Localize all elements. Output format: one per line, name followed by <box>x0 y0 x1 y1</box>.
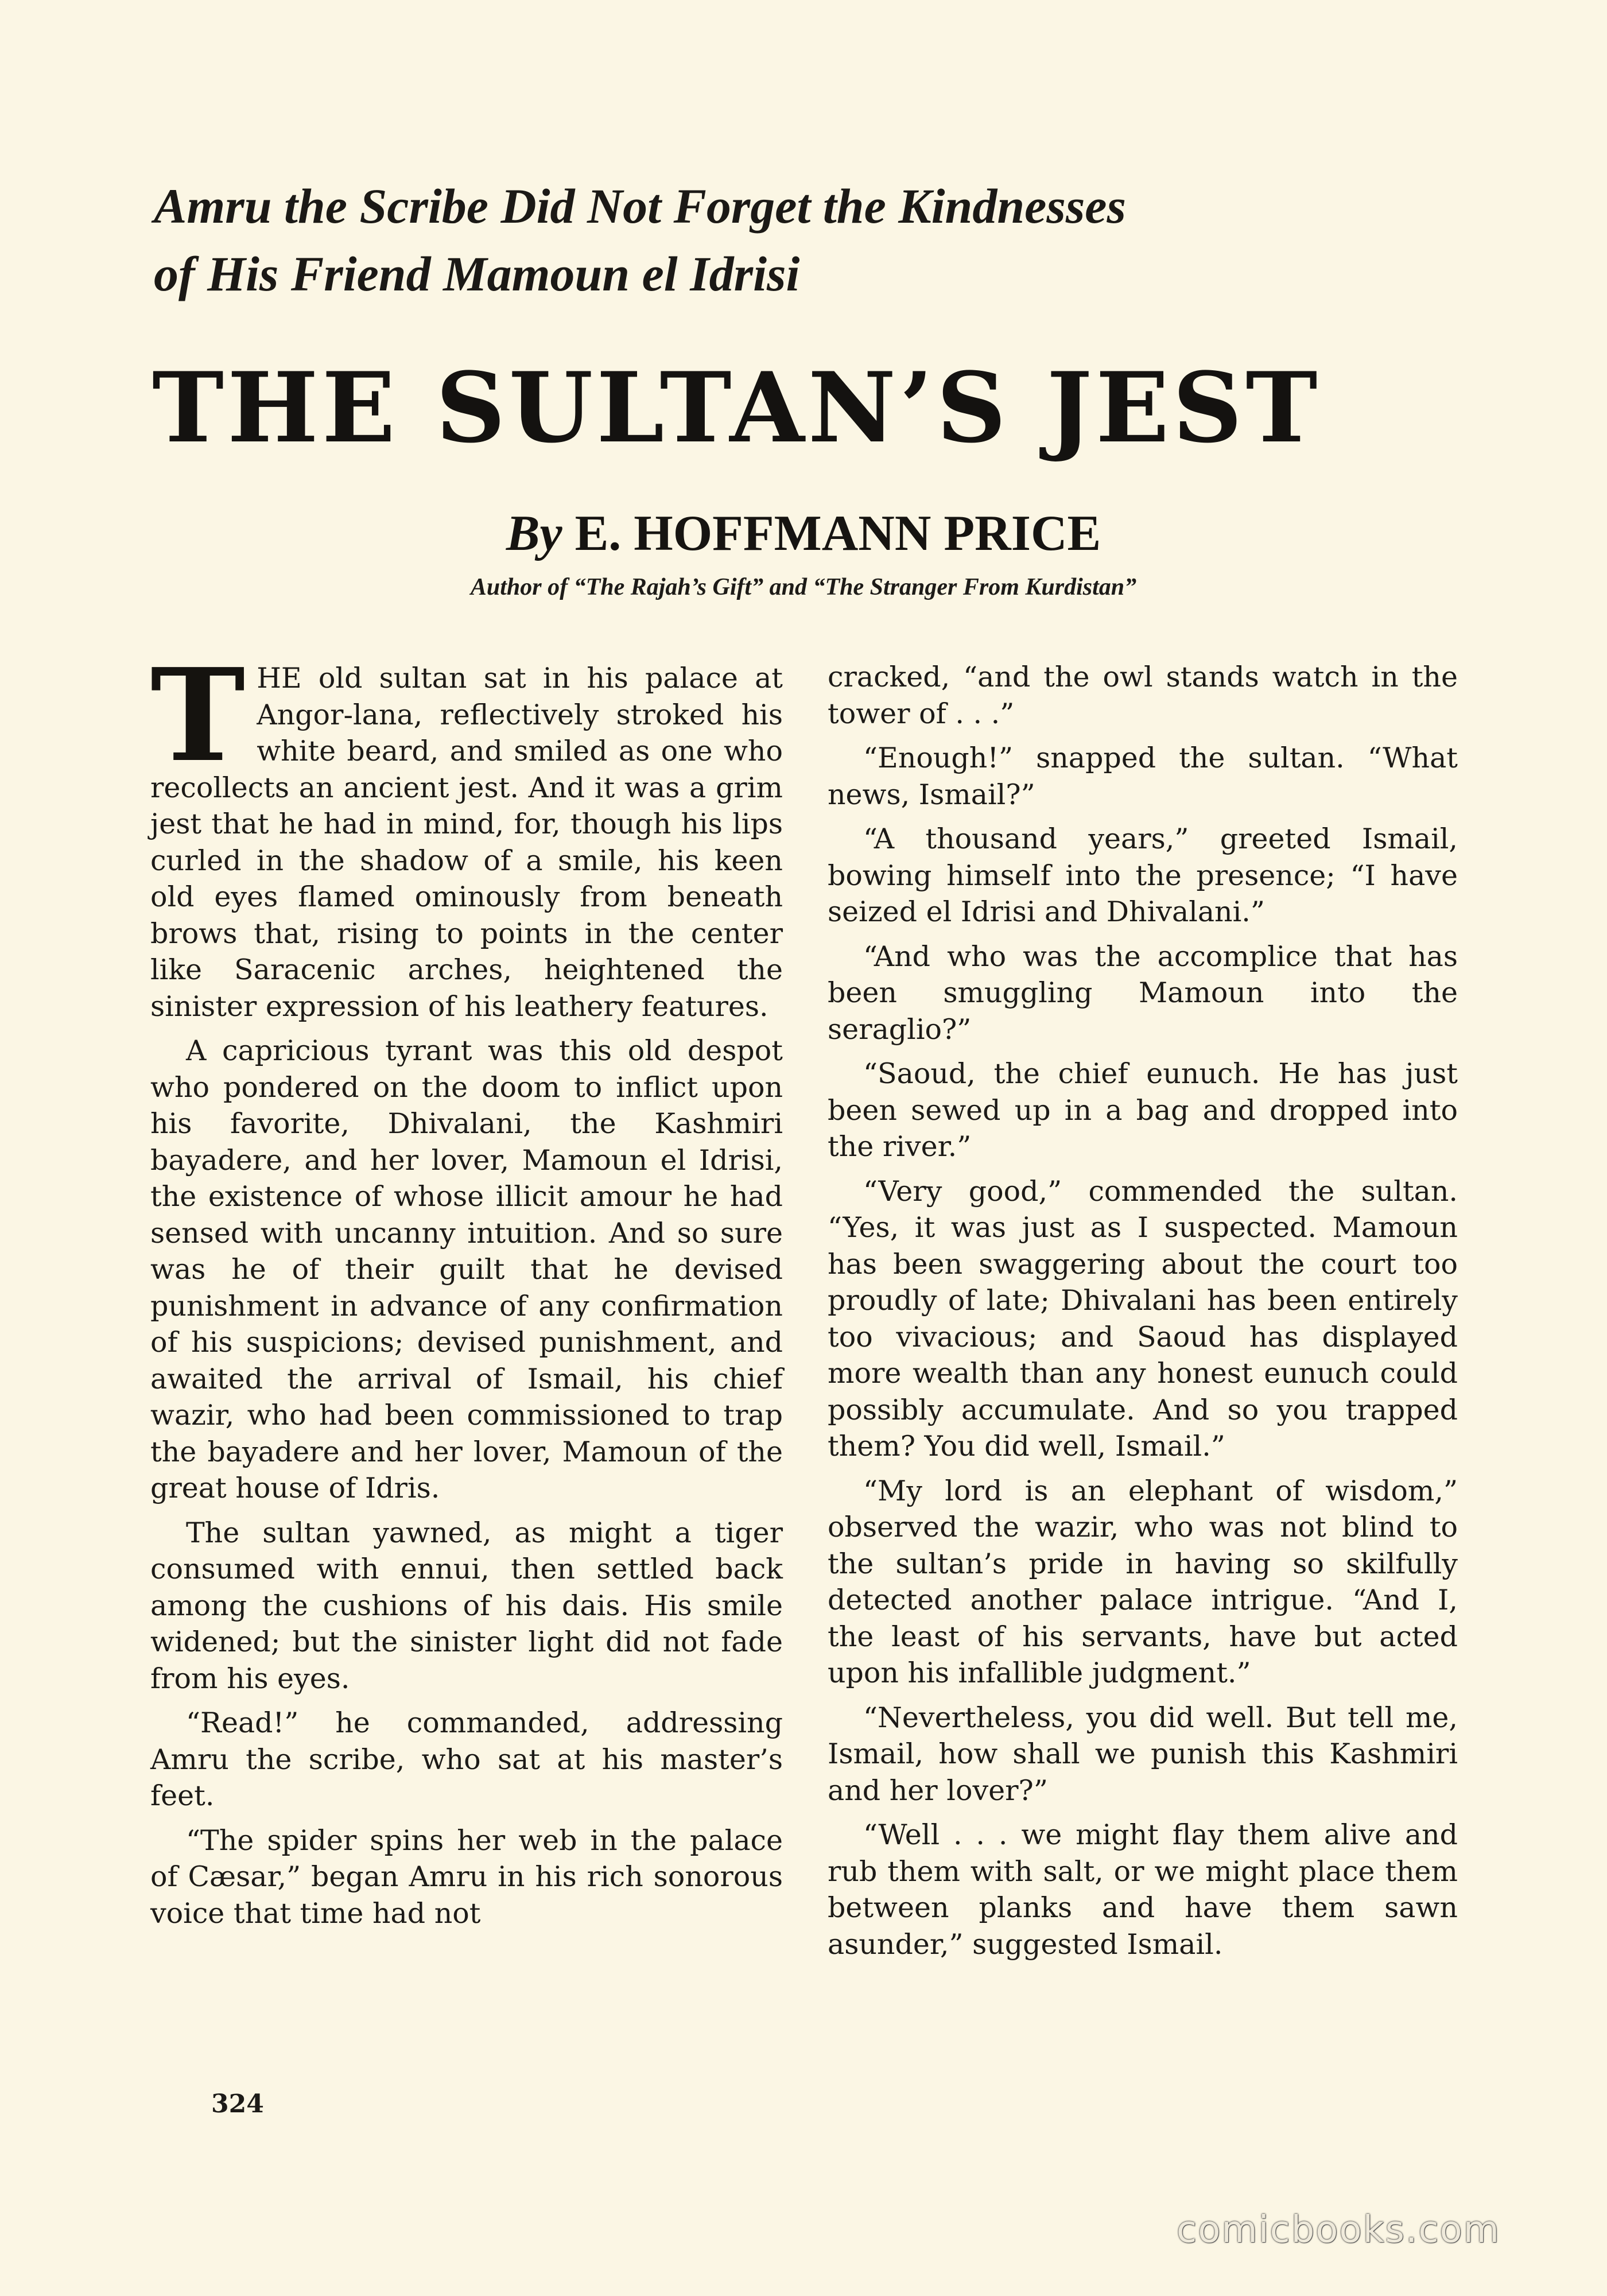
paragraph: “The spider spins her web in the palace of Cæsar,” began Amru in his rich sonorous voice that time had not <box>150 1824 783 1930</box>
paragraph: “Nevertheless, you did well. But tell me, Ismail, how shall we punish this Kashmiri and her lover?” <box>828 1701 1458 1807</box>
paragraph: The sultan yawned, as might a tiger consumed with ennui, then settled back among the cushions of his dais. His smile widened; but the sinister light did not fade from his eyes. <box>150 1516 783 1695</box>
site-watermark: comicbooks.com <box>1177 2209 1501 2251</box>
paragraph: “Enough!” snapped the sultan. “What news, Ismail?” <box>828 742 1458 811</box>
paragraph: “Very good,” commended the sultan. “Yes, it was just as I suspected. Mamoun has been swaggering about the court too proudly of late; Dhivalani has been entirely too vivacious; and Saoud has displayed more wealth than any honest eunuch could possibly accumulate. And so you trapped them? You did well, Ismail.” <box>828 1174 1458 1463</box>
paragraph-text: HE old sultan sat in his palace at Angor-lana, reflectively stroked his white beard, and smiled as one who recollects an ancient jest. And it was a grim jest that he had in mind, for, though his lips curled in the shadow of a smile, his keen old eyes flamed ominously from beneath brows that, rising to points in the center like Saracenic arches, heightened the sinister expression of his leathery features. <box>150 662 783 1023</box>
drop-cap: T <box>150 641 246 790</box>
paragraph: “My lord is an elephant of wisdom,” observed the wazir, who was not blind to the sultan’s pride in having so skilfully detected another palace intrigue. “And I, the least of his servants, have but acted upon his infallible judgment.” <box>828 1474 1458 1689</box>
paragraph: “Well . . . we might flay them alive and rub them with salt, or we might place them between planks and have them sawn asunder,” suggested Ismail. <box>828 1818 1458 1961</box>
paragraph: “Saoud, the chief eunuch. He has just been sewed up in a bag and dropped into the river.” <box>828 1057 1458 1163</box>
right-column <box>828 659 1458 1971</box>
kicker-line-1: Amru the Scribe Did Not Forget the Kindnesses <box>154 179 1126 234</box>
byline-by: By <box>506 506 562 561</box>
byline-author: E. HOFFMANN PRICE <box>575 506 1101 561</box>
paragraph: “A thousand years,” greeted Ismail, bowing himself into the presence; “I have seized el Idrisi and Dhivalani.” <box>828 823 1458 928</box>
paragraph: A capricious tyrant was this old despot who pondered on the doom to inflict upon his favorite, Dhivalani, the Kashmiri bayadere, and her lover, Mamoun el Idrisi, the existence of whose illicit amour he had sensed with uncanny intuition. And so sure was he of their guilt that he devised punishment in advance of any confirmation of his suspicions; devised punishment, and awaited the arrival of Ismail, his chief wazir, who had been commissioned to trap the bayadere and her lover, Mamoun of the great house of Idris. <box>150 1034 783 1504</box>
kicker-headline <box>154 172 1474 308</box>
author-credit: Author of “The Rajah’s Gift” and “The Stranger From Kurdistan” <box>470 574 1137 600</box>
page-number: 324 <box>211 2089 264 2119</box>
paragraph: “Read!” he commanded, addressing Amru the scribe, who sat at his master’s feet. <box>150 1707 783 1812</box>
paragraph: cracked, “and the owl stands watch in the tower of . . .” <box>828 661 1458 730</box>
left-column <box>150 641 783 1940</box>
paragraph <box>150 641 783 1025</box>
kicker-line-2: of His Friend Mamoun el Idrisi <box>154 246 800 301</box>
byline <box>0 502 1607 565</box>
paragraph: “And who was the accomplice that has been smuggling Mamoun into the seraglio?” <box>828 940 1458 1046</box>
story-title: THE SULTAN’S JEST <box>152 351 1321 464</box>
